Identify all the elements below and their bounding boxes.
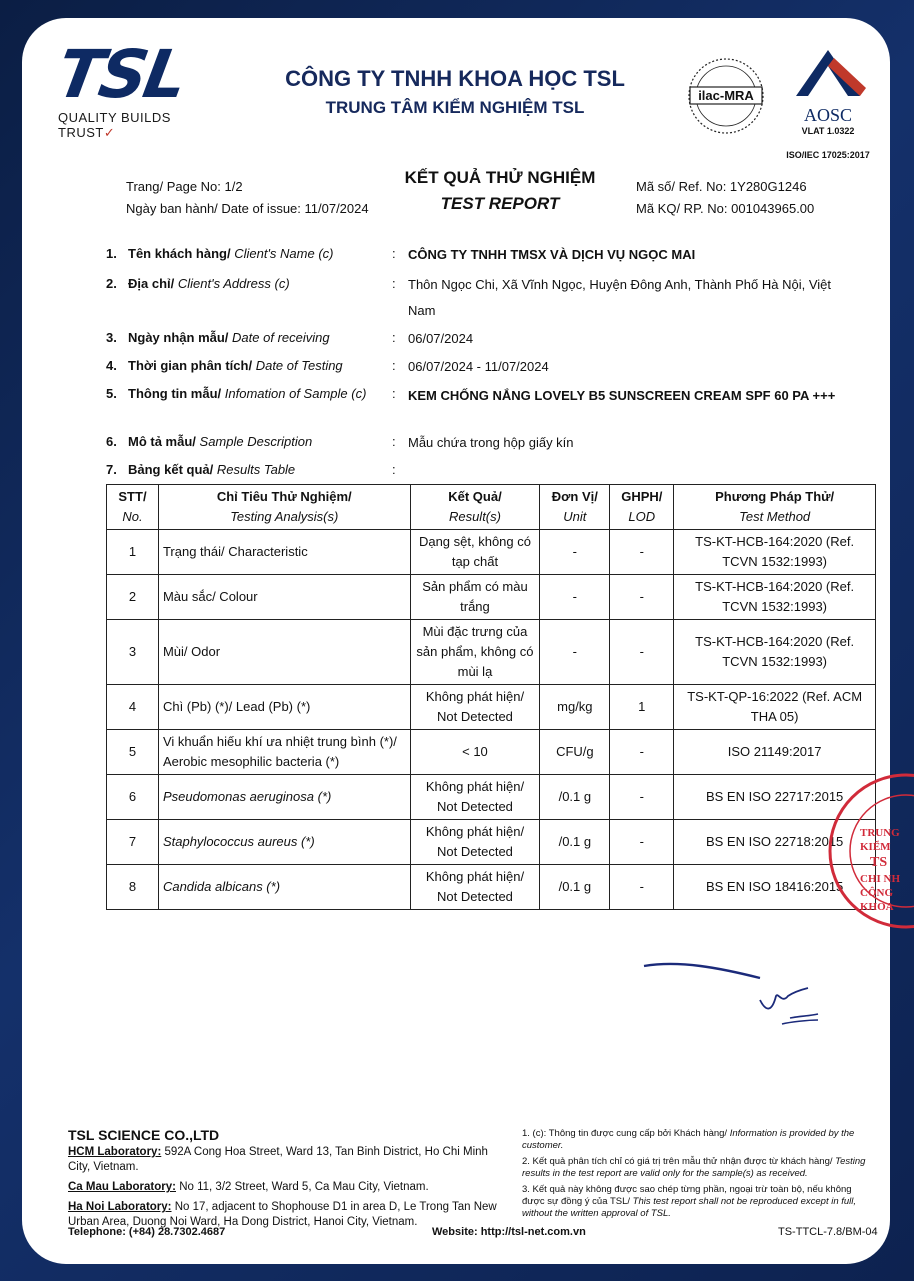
meta-left (126, 176, 369, 220)
signature (640, 952, 820, 1042)
title-vi: KẾT QUẢ THỬ NGHIỆM (404, 168, 596, 187)
client-name: CÔNG TY TNHH TMSX VÀ DỊCH VỤ NGỌC MAI (408, 247, 696, 262)
company-stamp (826, 766, 906, 936)
ref-number: Mã số/ Ref. No: 1Y280G1246 (636, 179, 807, 194)
test-report-page: TSL QUALITY BUILDS TRUST✓ CÔNG TY TNHH KHOA HỌC TSL TRUNG TÂM KIỂM NGHIỆM TSL ilac-MRA AOSC VLAT 1.0322 ISO/IEC 17025:2017 Trang/ Page No: 1/2 Ngày ban hành/ Date of issue: 11/07/2024 KẾT QUẢ THỬ NGHIỆM TEST REPORT Mã số/ Ref. No: 1Y280G1246 Mã KQ/ RP. No: 001043965.00 1. Tên khách hàng/ Client's Name (c) : CÔNG TY TNHH TMSX VÀ DỊCH VỤ NGỌC MAI 2. Địa chỉ/ Client's Address (c) : Thôn Ngọc Chi, Xã Vĩnh Ngọc, Huyện Đông Anh, Thành Phố Hà Nội, Việt Nam 3. Ngày nhận mẫu/ Date of receiving : 06/07/2024 4. Thời gian phân tích/ Date of Testing : 06/07/2024 - 11/07/2024 5. Thông tin mẫu/ Infomation of Sample (c) : KEM CHỐNG NẮNG LOVELY B5 SUNSCREEN CREAM SPF 60 PA +++ 6. Mô tả mẫu/ Sample Description : Mẫu chứa trong hộp giấy kín 7. Bảng kết quả/ Results Table : STT/ No. Chỉ Tiêu Thử Nghiệm/ Testing Analysis(s) Kết Quả/ Result(s) Đơn Vị/ Unit GHPH/ LOD Phương Pháp Thử/ Test Method 1 Trạng thái/ Characteristic Dạng sệt, không có tạp chất - - TS-KT-HCB-164:2020 (Ref. TCVN 1532:1993) 2 Màu sắc/ Colour Sản phẩm có màu trắng - - TS-KT-HCB-164:2020 (Ref. TCVN 1532:1993) 3 Mùi/ Odor Mùi đặc trưng của sản phẩm, không có mùi lạ - - TS-KT-HCB-164:2020 (Ref. TCVN 1532:1993) 4 Chì (Pb) (*)/ Lead (Pb) (*) Không phát hiện/ Not Detected mg/kg 1 TS-KT-QP-16:2022 (Ref. ACM THA 05) 5 Vi khuẩn hiếu khí ưa nhiệt trung bình (*)/ Aerobic mesophilic bacteria (*) < 10 CFU/g - ISO 21149:2017 6 Pseudomonas aeruginosa (*) Không phát hiện/ Not Detected /0.1 g - BS EN ISO 22717:2015 7 Staphylococcus aureus (*) Không phát hiện/ Not Detected /0.1 g - BS EN ISO 22718:2015 8 Candida albicans (*) Không phát hiện/ Not Detected /0.1 g - BS EN ISO 18416:2015 TRUNG KIỂM TS CHI NH CÔNG KHOA TSL SCIENCE CO.,LTD HCM Laboratory: 592A Cong Hoa Street, Ward 13, Tan Binh District, Ho Chi Minh City, Vietnam. Ca Mau Laboratory: No 11, 3/2 Street, Ward 5, Ca Mau City, Vietnam. Ha Noi Laboratory: No 17, adjacent to Shophouse D1 in area D, Le Trong Tan New Urban Area, Duong Noi Ward, Ha Dong District, Hanoi City, Vietnam. 1. (c): Thông tin được cung cấp bởi Khách hàng/ Information is provided by the customer. 2. Kết quả phân tích chỉ có giá trị trên mẫu thử nhận được từ khách hàng/ Testing results in the test report are valid only for the sample(s) as received. 3. Kết quả này không được sao chép từng phần, ngoại trừ toàn bộ, nếu không được sự đồng ý của TSL/ This test report shall not be reproduced except in full, without the written approval of TSL. Telephone: (+84) 28.7302.4687 Website: http://tsl-net.com.vn TS-TTCL-7.8/BM-04 (40, 26, 880, 1258)
footer-company: TSL SCIENCE CO.,LTD (68, 1127, 220, 1143)
table-row: 1 Trạng thái/ Characteristic Dạng sệt, không có tạp chất - - TS-KT-HCB-164:2020 (Ref. TCVN 1532:1993) (107, 530, 876, 575)
table-row: 2 Màu sắc/ Colour Sản phẩm có màu trắng - - TS-KT-HCB-164:2020 (Ref. TCVN 1532:1993) (107, 575, 876, 620)
svg-text:TRUNG: TRUNG (860, 827, 900, 839)
table-row: 3 Mùi/ Odor Mùi đặc trưng của sản phẩm, không có mùi lạ - - TS-KT-HCB-164:2020 (Ref. TCVN 1532:1993) (107, 620, 876, 685)
table-row: 4 Chì (Pb) (*)/ Lead (Pb) (*) Không phát hiện/ Not Detected mg/kg 1 TS-KT-QP-16:2022 (Ref. ACM THA 05) (107, 685, 876, 730)
header-no: STT/ No. (107, 485, 159, 530)
table-header-row (107, 485, 876, 530)
tsl-logo (51, 36, 218, 140)
aosc-code: VLAT 1.0322 (801, 126, 855, 136)
header-unit: Đơn Vị/ Unit (540, 485, 610, 530)
issue-date: Ngày ban hành/ Date of issue: 11/07/2024 (126, 201, 369, 216)
iso-standard: ISO/IEC 17025:2017 (786, 150, 870, 160)
report-title (380, 168, 620, 214)
footer-addresses: TSL SCIENCE CO.,LTD HCM Laboratory: 592A Cong Hoa Street, Ward 13, Tan Binh District, Ho Chi Minh City, Vietnam. Ca Mau Laboratory: No 11, 3/2 Street, Ward 5, Ca Mau City, Vietnam. Ha Noi Laboratory: No 17, adjacent to Shophouse D1 in area D, Le Trong Tan New Urban Area, Duong Noi Ward, Ha Dong District, Hanoi City, Vietnam. (68, 1128, 508, 1230)
svg-text:CHI NH: CHI NH (860, 873, 901, 885)
header-lod: GHPH/ LOD (610, 485, 674, 530)
svg-text:TS: TS (870, 855, 888, 870)
table-row: 6 Pseudomonas aeruginosa (*) Không phát hiện/ Not Detected /0.1 g - BS EN ISO 22717:2015 (107, 775, 876, 820)
header-result: Kết Quả/ Result(s) (410, 485, 540, 530)
svg-text:KHOA: KHOA (860, 901, 894, 913)
header-method: Phương Pháp Thử/ Test Method (674, 485, 876, 530)
svg-text:CÔNG: CÔNG (860, 887, 893, 899)
testing-dates: 06/07/2024 - 11/07/2024 (408, 359, 549, 374)
aosc-logo (776, 48, 880, 160)
results-table (106, 484, 876, 910)
meta-right (636, 176, 814, 220)
lab-name: TRUNG TÂM KIỂM NGHIỆM TSL (325, 98, 585, 117)
aosc-text: AOSC (803, 105, 852, 125)
rp-number: Mã KQ/ RP. No: 001043965.00 (636, 201, 815, 216)
logo-text: TSL (51, 36, 191, 113)
table-row: 8 Candida albicans (*) Không phát hiện/ Not Detected /0.1 g - BS EN ISO 18416:2015 (107, 865, 876, 910)
title-en: TEST REPORT (440, 194, 560, 213)
page-number: Trang/ Page No: 1/2 (126, 179, 243, 194)
footer-phone: Telephone: (+84) 28.7302.4687 (68, 1226, 226, 1238)
document-frame (22, 18, 901, 1264)
client-address: Thôn Ngọc Chi, Xã Vĩnh Ngọc, Huyện Đông Anh, Thành Phố Hà Nội, Việt Nam (408, 277, 831, 318)
footer-website[interactable]: Website: http://tsl-net.com.vn (432, 1226, 586, 1238)
company-heading (240, 66, 670, 118)
footer-form-code: TS-TTCL-7.8/BM-04 (778, 1226, 878, 1238)
received-date: 06/07/2024 (408, 331, 474, 346)
footer-notes: 1. (c): Thông tin được cung cấp bởi Khách hàng/ Information is provided by the customer. 2. Kết quả phân tích chỉ có giá trị trên mẫu thử nhận được từ khách hàng/ Testing results in the test report are valid only for the sample(s) as received. 3. Kết quả này không được sao chép từng phần, ngoại trừ toàn bộ, nếu không được sự đồng ý của TSL/ This test report shall not be reproduced except in full, without the written approval of TSL. (522, 1128, 866, 1219)
table-row: 7 Staphylococcus aureus (*) Không phát hiện/ Not Detected /0.1 g - BS EN ISO 22718:2015 (107, 820, 876, 865)
logo-tagline: QUALITY BUILDS TRUST (58, 110, 171, 140)
sample-name: KEM CHỐNG NẮNG LOVELY B5 SUNSCREEN CREAM SPF 60 PA +++ (408, 388, 836, 403)
svg-text:KIỂM: KIỂM (860, 841, 891, 853)
table-row: 5 Vi khuẩn hiếu khí ưa nhiệt trung bình (*)/ Aerobic mesophilic bacteria (*) < 10 CFU/g - ISO 21149:2017 (107, 730, 876, 775)
ilac-text: ilac-MRA (698, 88, 754, 103)
check-icon: ✓ (103, 125, 116, 140)
header-analysis: Chỉ Tiêu Thử Nghiệm/ Testing Analysis(s) (158, 485, 410, 530)
company-name: CÔNG TY TNHH KHOA HỌC TSL (285, 66, 625, 91)
ilac-mra-logo (686, 56, 766, 136)
sample-description: Mẫu chứa trong hộp giấy kín (408, 435, 574, 450)
